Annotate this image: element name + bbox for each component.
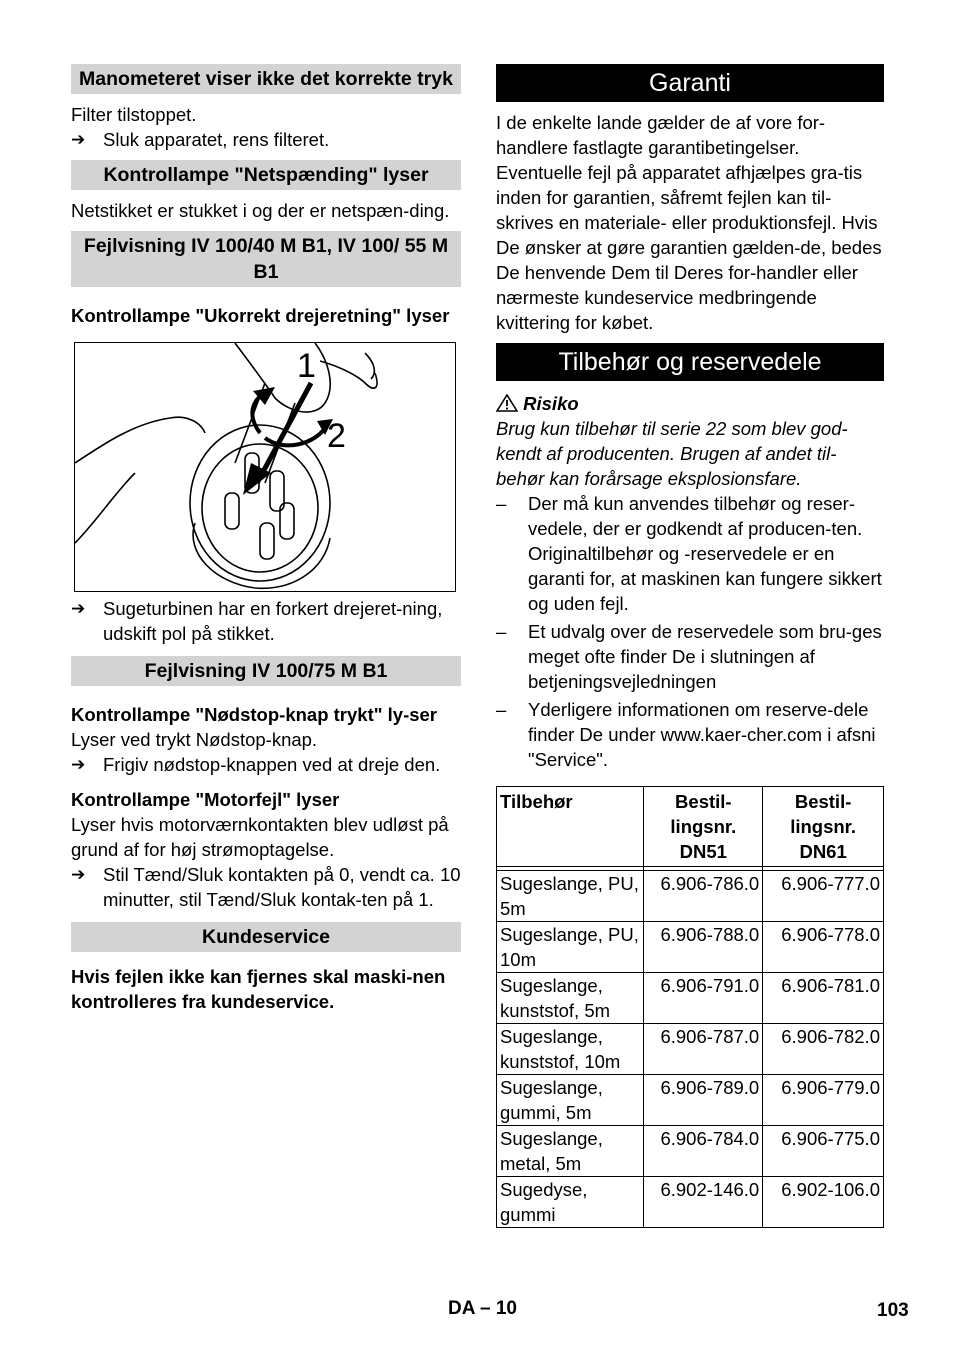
table-cell: Sugeslange, gummi, 5m	[497, 1075, 644, 1126]
parts-table	[496, 786, 884, 1228]
risk-text: Brug kun tilbehør til serie 22 som blev god-kendt af producenten. Brugen af andet til-behør kan forårsage eksplosionsfare.	[496, 418, 848, 489]
table-cell: 6.906-779.0	[763, 1075, 884, 1126]
table-cell: Sugeslange, kunststof, 10m	[497, 1024, 644, 1075]
list-item	[496, 619, 884, 694]
table-cell: Sugeslange, PU, 5m	[497, 871, 644, 922]
table-row	[497, 1177, 884, 1228]
drejeretning-action	[71, 596, 461, 646]
table-header: Bestil-lingsnr. DN61	[763, 787, 884, 867]
arrow-right-icon: ➔	[71, 599, 86, 618]
risk-label: Risiko	[523, 393, 579, 414]
list-item-text: Yderligere informationen om reserve-dele finder De under www.kaer-cher.com i afsni "Service".	[528, 699, 876, 770]
figure-label-1: 1	[297, 347, 316, 385]
table-cell: 6.902-106.0	[763, 1177, 884, 1228]
heading-garanti: Garanti	[496, 64, 884, 102]
netspaending-text: Netstikket er stukket i og der er netspæn-ding.	[71, 200, 450, 221]
table-cell: 6.906-782.0	[763, 1024, 884, 1075]
figure-label-2: 2	[327, 417, 346, 455]
warning-triangle-icon	[496, 394, 518, 412]
table-row	[497, 973, 884, 1024]
dash-bullet: –	[496, 493, 507, 514]
table-cell: 6.906-786.0	[644, 871, 763, 922]
table-header: Bestil-lingsnr. DN51	[644, 787, 763, 867]
table-cell: 6.906-781.0	[763, 973, 884, 1024]
nodstop-action	[71, 752, 461, 777]
table-row	[497, 1126, 884, 1177]
table-cell: Sugeslange, kunststof, 5m	[497, 973, 644, 1024]
section-title-kundeservice: Kundeservice	[71, 922, 461, 952]
table-cell: 6.906-775.0	[763, 1126, 884, 1177]
subheading-motorfejl: Kontrollampe "Motorfejl" lyser	[71, 789, 340, 810]
section-title-fejlvisning-1: Fejlvisning IV 100/40 M B1, IV 100/ 55 M B1	[71, 231, 461, 287]
list-item-text: Et udvalg over de reservedele som bru-ges meget ofte finder De i slutningen af betjeningsvejledningen	[528, 621, 882, 692]
garanti-text: I de enkelte lande gælder de af vore for-handlere fastlagte garantibetingelser. Eventuelle fejl på apparatet afhjælpes gra-tis inden for garantien, såfremt fejlen kan til-skrives en materiale- eller produktionsfejl. Hvis De ønsker at gøre garantien gælden-de, bedes De henvende Dem til Deres for-handler eller nærmeste kundeservice medbringende kvittering for købet.	[496, 112, 882, 333]
table-cell: Sugeslange, metal, 5m	[497, 1126, 644, 1177]
drejeretning-action-text: Sugeturbinen har en forkert drejeret-ning, udskift pol på stikket.	[103, 598, 443, 644]
table-cell: 6.906-777.0	[763, 871, 884, 922]
table-cell: 6.906-778.0	[763, 922, 884, 973]
list-item	[496, 491, 884, 616]
section-title-manometer: Manometeret viser ikke det korrekte tryk	[71, 64, 461, 94]
motorfejl-action-text: Stil Tænd/Sluk kontakten på 0, vendt ca. 10 minutter, stil Tænd/Sluk kontak-ten på 1.	[103, 864, 461, 910]
heading-tilbehor: Tilbehør og reservedele	[496, 343, 884, 381]
table-row	[497, 1075, 884, 1126]
section-title-fejlvisning-2: Fejlvisning IV 100/75 M B1	[71, 656, 461, 686]
table-row	[497, 871, 884, 922]
manometer-action	[71, 127, 461, 152]
table-cell: 6.906-789.0	[644, 1075, 763, 1126]
motorfejl-text: Lyser hvis motorværnkontakten blev udløst på grund af for høj strømoptagelse.	[71, 814, 449, 860]
plug-illustration	[74, 342, 456, 592]
section-title-netspaending: Kontrollampe "Netspænding" lyser	[71, 160, 461, 190]
manometer-cause: Filter tilstoppet.	[71, 104, 197, 125]
list-item	[496, 697, 884, 772]
table-row	[497, 922, 884, 973]
table-row	[497, 1024, 884, 1075]
table-cell: 6.906-791.0	[644, 973, 763, 1024]
motorfejl-action	[71, 862, 461, 912]
kundeservice-text: Hvis fejlen ikke kan fjernes skal maski-nen kontrolleres fra kundeservice.	[71, 966, 446, 1012]
table-cell: 6.906-787.0	[644, 1024, 763, 1075]
dash-bullet: –	[496, 699, 507, 720]
list-item-text: Der må kun anvendes tilbehør og reser-vedele, der er godkendt af producen-ten. Originaltilbehør og -reservedele er en garanti for, at maskinen kan fungere sikkert og uden fejl.	[528, 493, 882, 614]
dash-bullet: –	[496, 621, 507, 642]
arrow-right-icon: ➔	[71, 755, 86, 774]
table-cell: Sugedyse, gummi	[497, 1177, 644, 1228]
arrow-right-icon: ➔	[71, 130, 86, 149]
subheading-drejeretning: Kontrollampe "Ukorrekt drejeretning" lyser	[71, 305, 450, 326]
nodstop-text: Lyser ved trykt Nødstop-knap.	[71, 729, 318, 750]
left-column	[71, 64, 461, 1014]
plug-rotation-icon	[75, 343, 455, 591]
arrow-right-icon: ➔	[71, 865, 86, 884]
right-column	[496, 64, 884, 1228]
table-cell: 6.902-146.0	[644, 1177, 763, 1228]
table-cell: Sugeslange, PU, 10m	[497, 922, 644, 973]
table-header-row	[497, 787, 884, 867]
table-header: Tilbehør	[497, 787, 644, 867]
table-cell: 6.906-784.0	[644, 1126, 763, 1177]
footer-language-page: DA – 10	[448, 1298, 517, 1319]
nodstop-action-text: Frigiv nødstop-knappen ved at dreje den.	[103, 754, 441, 775]
table-cell: 6.906-788.0	[644, 922, 763, 973]
subheading-nodstop: Kontrollampe "Nødstop-knap trykt" ly-ser	[71, 704, 438, 725]
risk-heading	[496, 391, 884, 416]
manometer-action-text: Sluk apparatet, rens filteret.	[103, 129, 330, 150]
page-number: 103	[877, 1300, 909, 1321]
